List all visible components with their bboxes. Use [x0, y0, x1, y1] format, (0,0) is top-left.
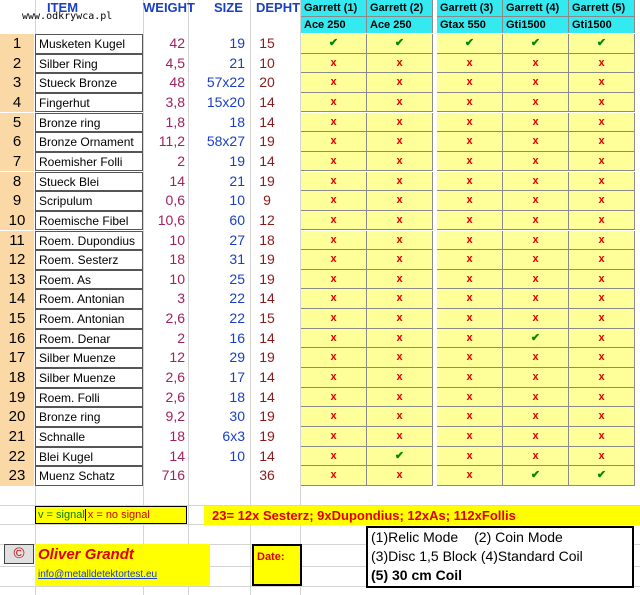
table-row	[0, 388, 640, 408]
no-signal-mark: x	[437, 348, 503, 368]
signal-check-icon: ✔	[503, 466, 569, 486]
no-signal-mark: x	[437, 132, 503, 152]
item-size: 10	[229, 192, 245, 209]
no-signal-mark: x	[367, 211, 433, 231]
no-signal-mark: x	[301, 54, 367, 74]
item-depth: 36	[259, 467, 275, 484]
detector-name: Garrett (2)	[367, 0, 433, 16]
item-depth: 19	[259, 172, 275, 189]
item-size: 10	[229, 447, 245, 464]
row-number: 14	[0, 289, 34, 309]
no-signal-mark: x	[503, 309, 569, 329]
detector-model: Gti1500	[503, 16, 569, 33]
table-row	[0, 329, 640, 349]
row-number: 15	[0, 309, 34, 329]
item-weight: 48	[169, 74, 185, 91]
header-item: ITEM	[47, 0, 79, 15]
no-signal-mark: x	[569, 270, 635, 290]
no-signal-mark: x	[569, 172, 635, 192]
table-row	[0, 407, 640, 427]
no-signal-mark: x	[569, 250, 635, 270]
no-signal-mark: x	[301, 93, 367, 113]
no-signal-mark: x	[437, 289, 503, 309]
table-row	[0, 172, 640, 192]
item-size: 19	[229, 35, 245, 51]
item-name: Roem. Denar	[35, 329, 143, 349]
no-signal-mark: x	[301, 388, 367, 408]
item-depth: 19	[259, 408, 275, 425]
no-signal-mark: x	[503, 191, 569, 211]
no-signal-mark: x	[367, 388, 433, 408]
table-row	[0, 152, 640, 172]
table-row	[0, 211, 640, 231]
item-name: Silber Muenze	[35, 368, 143, 388]
no-signal-mark: x	[437, 172, 503, 192]
no-signal-mark: x	[367, 73, 433, 93]
no-signal-mark: x	[437, 73, 503, 93]
no-signal-mark: x	[437, 329, 503, 349]
item-weight: 18	[169, 251, 185, 268]
no-signal-mark: x	[503, 270, 569, 290]
item-size: 21	[229, 172, 245, 189]
row-number: 3	[0, 73, 34, 93]
row-number: 10	[0, 211, 34, 231]
signal-check-icon: ✔	[437, 34, 503, 54]
row-number: 21	[0, 427, 34, 447]
item-size: 25	[229, 270, 245, 287]
no-signal-mark: x	[437, 93, 503, 113]
no-signal-mark: x	[301, 407, 367, 427]
no-signal-mark: x	[367, 289, 433, 309]
item-size: 21	[229, 54, 245, 71]
row-number: 9	[0, 191, 34, 211]
item-weight: 2	[177, 329, 185, 346]
signal-check-icon: ✔	[367, 447, 433, 467]
table-row	[0, 73, 640, 93]
no-signal-mark: x	[437, 309, 503, 329]
signal-check-icon: ✔	[301, 34, 367, 54]
no-signal-mark: x	[503, 348, 569, 368]
no-signal-mark: x	[367, 309, 433, 329]
detector-model: Ace 250	[301, 16, 367, 33]
item-size: 60	[229, 211, 245, 228]
item-name: Musketen Kugel	[35, 34, 143, 54]
no-signal-mark: x	[367, 152, 433, 172]
no-signal-mark: x	[503, 93, 569, 113]
table-row	[0, 191, 640, 211]
detector-name: Garrett (3)	[437, 0, 503, 16]
no-signal-mark: x	[367, 329, 433, 349]
no-signal-mark: x	[503, 407, 569, 427]
no-signal-mark: x	[503, 289, 569, 309]
item-name: Roemisher Folli	[35, 152, 143, 172]
item-size: 22	[229, 290, 245, 307]
row-number: 16	[0, 329, 34, 349]
no-signal-mark: x	[503, 427, 569, 447]
item-name: Stueck Blei	[35, 172, 143, 192]
table-row	[0, 270, 640, 290]
item-name: Blei Kugel	[35, 447, 143, 467]
no-signal-mark: x	[437, 407, 503, 427]
no-signal-mark: x	[301, 191, 367, 211]
row-number: 12	[0, 250, 34, 270]
no-signal-mark: x	[569, 407, 635, 427]
row-number: 19	[0, 388, 34, 408]
no-signal-mark: x	[503, 113, 569, 133]
item-size: 31	[229, 251, 245, 268]
row-number: 7	[0, 152, 34, 172]
row-number: 8	[0, 172, 34, 192]
no-signal-mark: x	[301, 348, 367, 368]
detector-model: Gtax 550	[437, 16, 503, 33]
item-weight: 2	[177, 152, 185, 169]
no-signal-mark: x	[437, 250, 503, 270]
no-signal-mark: x	[569, 329, 635, 349]
no-signal-mark: x	[367, 191, 433, 211]
no-signal-mark: x	[367, 466, 433, 486]
item-weight: 18	[169, 428, 185, 444]
no-signal-mark: x	[569, 73, 635, 93]
item-weight: 2,6	[165, 388, 185, 405]
no-signal-mark: x	[437, 270, 503, 290]
item-name: Roemische Fibel	[35, 211, 143, 231]
legend-signal: v = signal	[38, 509, 85, 521]
no-signal-mark: x	[367, 93, 433, 113]
no-signal-mark: x	[301, 466, 367, 486]
signal-check-icon: ✔	[367, 34, 433, 54]
item-name: Bronze ring	[35, 113, 143, 133]
no-signal-mark: x	[367, 348, 433, 368]
no-signal-mark: x	[569, 348, 635, 368]
legend-box	[35, 506, 187, 524]
table-row	[0, 113, 640, 133]
item-name: Muenz Schatz	[35, 466, 143, 486]
no-signal-mark: x	[301, 329, 367, 349]
no-signal-mark: x	[503, 368, 569, 388]
no-signal-mark: x	[569, 289, 635, 309]
no-signal-mark: x	[367, 427, 433, 447]
item-size: 29	[229, 349, 245, 366]
item-weight: 0,6	[165, 192, 185, 209]
author-name: Oliver Grandt	[38, 546, 134, 563]
item-weight: 10,6	[157, 211, 185, 228]
no-signal-mark: x	[367, 132, 433, 152]
no-signal-mark: x	[367, 54, 433, 74]
row-number: 13	[0, 270, 34, 290]
no-signal-mark: x	[503, 211, 569, 231]
item-depth: 14	[259, 369, 275, 386]
no-signal-mark: x	[367, 250, 433, 270]
no-signal-mark: x	[301, 309, 367, 329]
item-name: Bronze Ornament	[35, 132, 143, 152]
item-name: Bronze ring	[35, 407, 143, 427]
item-size: 18	[229, 388, 245, 405]
no-signal-mark: x	[367, 113, 433, 133]
item-name: Fingerhut	[35, 93, 143, 113]
item-name: Roem. Folli	[35, 388, 143, 408]
detector-name: Garrett (5)	[569, 0, 635, 16]
row-number: 20	[0, 407, 34, 427]
item-depth: 14	[259, 388, 275, 405]
no-signal-mark: x	[437, 231, 503, 251]
legend-no-signal: x = no signal	[85, 509, 150, 521]
item-name: Stueck Bronze	[35, 73, 143, 93]
item-size: 18	[229, 113, 245, 130]
item-weight: 9,2	[165, 408, 185, 425]
no-signal-mark: x	[569, 231, 635, 251]
no-signal-mark: x	[367, 270, 433, 290]
row-number: 18	[0, 368, 34, 388]
no-signal-mark: x	[569, 132, 635, 152]
table-row	[0, 348, 640, 368]
mode-coin: (2) Coin Mode	[474, 529, 563, 545]
table-row	[0, 368, 640, 388]
no-signal-mark: x	[367, 231, 433, 251]
no-signal-mark: x	[367, 172, 433, 192]
item-name: Scripulum	[35, 191, 143, 211]
item-weight: 4,5	[165, 54, 185, 71]
item-weight: 14	[169, 447, 185, 464]
item-weight: 3,8	[165, 93, 185, 110]
no-signal-mark: x	[569, 309, 635, 329]
no-signal-mark: x	[301, 289, 367, 309]
no-signal-mark: x	[301, 270, 367, 290]
item-depth: 15	[259, 35, 275, 51]
no-signal-mark: x	[301, 211, 367, 231]
item-depth: 20	[259, 74, 275, 91]
item-size: 58x27	[206, 133, 245, 150]
no-signal-mark: x	[437, 152, 503, 172]
table-row	[0, 132, 640, 152]
header-weight: WEIGHT	[143, 0, 195, 15]
item-name: Roem. Antonian	[35, 289, 143, 309]
item-name: Roem. Antonian	[35, 309, 143, 329]
no-signal-mark: x	[503, 152, 569, 172]
no-signal-mark: x	[367, 407, 433, 427]
item-weight: 12	[169, 349, 185, 366]
item-size: 19	[229, 152, 245, 169]
no-signal-mark: x	[367, 368, 433, 388]
signal-check-icon: ✔	[503, 34, 569, 54]
mode-big-coil: (5) 30 cm Coil	[371, 567, 463, 583]
no-signal-mark: x	[503, 54, 569, 74]
signal-check-icon: ✔	[569, 34, 635, 54]
no-signal-mark: x	[569, 447, 635, 467]
item-weight: 716	[161, 467, 185, 484]
item-size: 27	[229, 231, 245, 248]
detector-name: Garrett (1)	[301, 0, 367, 16]
no-signal-mark: x	[569, 93, 635, 113]
item-name: Silber Muenze	[35, 348, 143, 368]
mode-standard-coil: (4)Standard Coil	[480, 548, 583, 564]
item-weight: 14	[169, 172, 185, 189]
no-signal-mark: x	[301, 427, 367, 447]
item-depth: 19	[259, 349, 275, 366]
table-row	[0, 447, 640, 467]
row-number: 2	[0, 54, 34, 74]
signal-check-icon: ✔	[503, 329, 569, 349]
item-name: Schnalle	[35, 427, 143, 447]
item-depth: 14	[259, 152, 275, 169]
no-signal-mark: x	[503, 447, 569, 467]
item-weight: 10	[169, 231, 185, 248]
header-depth: DEPHT	[256, 0, 301, 15]
detector-name: Garrett (4)	[503, 0, 569, 16]
mode-disc: (3)Disc 1,5 Block	[371, 548, 477, 564]
no-signal-mark: x	[569, 191, 635, 211]
item-weight: 10	[169, 270, 185, 287]
date-label: Date:	[257, 551, 285, 563]
no-signal-mark: x	[301, 132, 367, 152]
table-row	[0, 231, 640, 251]
no-signal-mark: x	[437, 427, 503, 447]
item-weight: 3	[177, 290, 185, 307]
item-size: 6x3	[222, 428, 245, 444]
item-size: 22	[229, 310, 245, 327]
item-depth: 15	[259, 310, 275, 327]
hoard-note: 23= 12x Sesterz; 9xDupondius; 12xAs; 112xFollis	[204, 506, 640, 525]
item-weight: 2,6	[165, 310, 185, 327]
item-depth: 12	[259, 211, 275, 228]
no-signal-mark: x	[503, 250, 569, 270]
no-signal-mark: x	[437, 211, 503, 231]
row-number: 6	[0, 132, 34, 152]
item-name: Roem. Sesterz	[35, 250, 143, 270]
copyright-icon: ©	[4, 544, 34, 564]
table-row	[0, 250, 640, 270]
item-depth: 14	[259, 93, 275, 110]
table-row	[0, 309, 640, 329]
no-signal-mark: x	[503, 231, 569, 251]
item-depth: 18	[259, 231, 275, 248]
item-depth: 19	[259, 133, 275, 150]
item-name: Roem. Dupondius	[35, 231, 143, 251]
header-size: SIZE	[214, 0, 243, 15]
modes-box	[366, 526, 634, 588]
item-name: Silber Ring	[35, 54, 143, 74]
no-signal-mark: x	[301, 113, 367, 133]
table-row	[0, 289, 640, 309]
no-signal-mark: x	[301, 152, 367, 172]
row-number: 4	[0, 93, 34, 113]
no-signal-mark: x	[569, 152, 635, 172]
row-number: 5	[0, 113, 34, 133]
item-depth: 9	[263, 192, 271, 209]
item-depth: 19	[259, 428, 275, 444]
no-signal-mark: x	[437, 54, 503, 74]
item-size: 17	[229, 369, 245, 386]
detector-model: Gti1500	[569, 16, 635, 33]
no-signal-mark: x	[569, 388, 635, 408]
author-banner	[35, 544, 210, 586]
no-signal-mark: x	[503, 388, 569, 408]
item-depth: 14	[259, 290, 275, 307]
no-signal-mark: x	[301, 172, 367, 192]
no-signal-mark: x	[503, 73, 569, 93]
no-signal-mark: x	[569, 113, 635, 133]
no-signal-mark: x	[569, 368, 635, 388]
item-weight: 42	[169, 35, 185, 51]
no-signal-mark: x	[437, 368, 503, 388]
no-signal-mark: x	[437, 113, 503, 133]
no-signal-mark: x	[437, 191, 503, 211]
mode-relic: (1)Relic Mode	[371, 529, 459, 545]
table-row	[0, 54, 640, 74]
table-row	[0, 34, 640, 54]
no-signal-mark: x	[437, 447, 503, 467]
no-signal-mark: x	[503, 132, 569, 152]
no-signal-mark: x	[301, 447, 367, 467]
item-depth: 14	[259, 329, 275, 346]
item-depth: 10	[259, 54, 275, 71]
no-signal-mark: x	[569, 211, 635, 231]
row-number: 22	[0, 447, 34, 467]
item-weight: 1,8	[165, 113, 185, 130]
no-signal-mark: x	[569, 54, 635, 74]
no-signal-mark: x	[301, 231, 367, 251]
no-signal-mark: x	[301, 368, 367, 388]
row-number: 17	[0, 348, 34, 368]
item-name: Roem. As	[35, 270, 143, 290]
signal-check-icon: ✔	[569, 466, 635, 486]
item-size: 30	[229, 408, 245, 425]
no-signal-mark: x	[503, 172, 569, 192]
item-depth: 19	[259, 270, 275, 287]
watermark: www.odkrywca.pl	[22, 11, 113, 22]
item-weight: 2,6	[165, 369, 185, 386]
author-email[interactable]: info@metalldetektortest.eu	[38, 569, 158, 580]
item-depth: 14	[259, 113, 275, 130]
row-number: 23	[0, 466, 34, 486]
table-row	[0, 427, 640, 447]
no-signal-mark: x	[437, 466, 503, 486]
no-signal-mark: x	[437, 388, 503, 408]
row-number: 1	[0, 34, 34, 54]
no-signal-mark: x	[569, 427, 635, 447]
table-row	[0, 93, 640, 113]
no-signal-mark: x	[301, 250, 367, 270]
item-depth: 19	[259, 251, 275, 268]
item-size: 15x20	[206, 93, 245, 110]
item-depth: 14	[259, 447, 275, 464]
item-size: 16	[229, 329, 245, 346]
detector-model: Ace 250	[367, 16, 433, 33]
item-size	[189, 466, 245, 486]
date-box	[252, 544, 302, 586]
item-weight: 11,2	[158, 133, 185, 150]
no-signal-mark: x	[301, 73, 367, 93]
table-row	[0, 466, 640, 486]
item-size: 57x22	[206, 74, 245, 91]
row-number: 11	[0, 231, 34, 251]
